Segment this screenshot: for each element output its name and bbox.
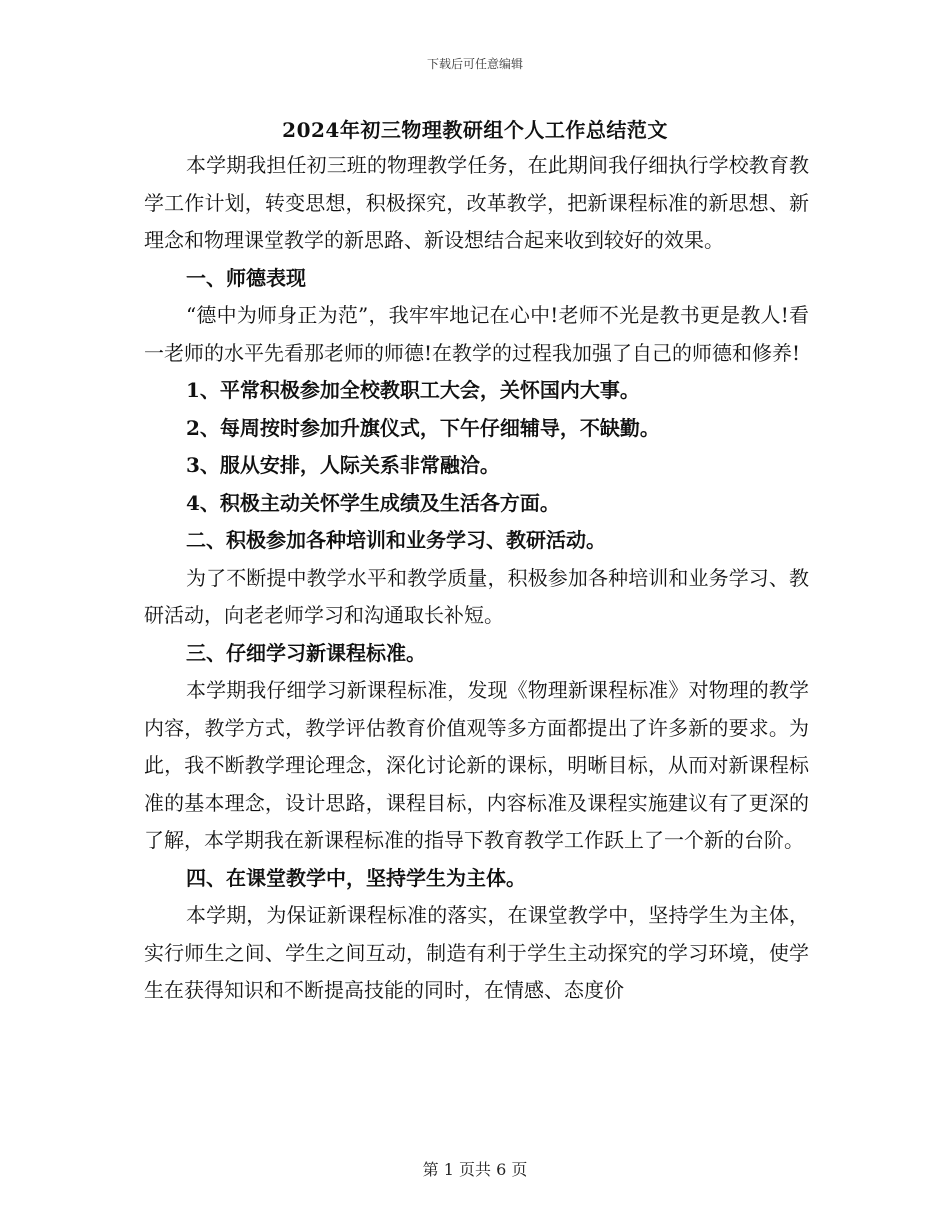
ethics-item-4: 4、积极主动关怀学生成绩及生活各方面。 xyxy=(186,490,560,515)
section-heading-training: 二、积极参加各种培训和业务学习、教研活动。 xyxy=(186,528,606,552)
training-paragraph: 为了不断提中教学水平和教学质量，积极参加各种培训和业务学习、教研活动，向老老师学习和沟通取长补短。 xyxy=(144,565,809,627)
classroom-paragraph: 本学期，为保证新课程标准的落实，在课堂教学中，坚持学生为主体，实行师生之间、学生之间互动，制造有利于学生主动探究的学习环境，使学生在获得知识和不断提高技能的同时，在情感、态度价 xyxy=(144,903,809,1002)
section-heading-ethics: 一、师德表现 xyxy=(186,265,306,290)
ethics-item-1: 1、平常积极参加全校教职工大会，关怀国内大事。 xyxy=(186,378,640,402)
ethics-item-3: 3、服从安排，人际关系非常融洽。 xyxy=(186,453,500,477)
page-header-note: 下载后可任意编辑 xyxy=(426,57,523,71)
section-heading-classroom: 四、在课堂教学中，坚持学生为主体。 xyxy=(186,865,526,890)
page-number: 第 1 页共 6 页 xyxy=(422,1160,528,1179)
document-body xyxy=(144,147,809,1010)
intro-paragraph: 本学期我担任初三班的物理教学任务，在此期间我仔细执行学校教育教学工作计划，转变思想，积极探究，改革教学，把新课程标准的新思想、新理念和物理课堂教学的新思路、新设想结合起来收到较好的效果。 xyxy=(144,153,809,252)
curriculum-paragraph: 本学期我仔细学习新课程标准，发现《物理新课程标准》对物理的教学内容，教学方式，教学评估教育价值观等多方面都提出了许多新的要求。为此，我不断教学理论理念，深化讨论新的课标，明晰目标，从而对新课程标准的基本理念，设计思路，课程目标，内容标准及课程实施建议有了更深的了解，本学期我在新课程标准的指导下教育教学工作跃上了一个新的台阶。 xyxy=(144,678,809,852)
ethics-item-2: 2、每周按时参加升旗仪式，下午仔细辅导，不缺勤。 xyxy=(186,415,660,440)
ethics-paragraph: “德中为师身正为范”，我牢牢地记在心中!老师不光是教书更是教人!看一老师的水平先看那老师的师德!在教学的过程我加强了自己的师德和修养! xyxy=(144,303,809,365)
section-heading-curriculum: 三、仔细学习新课程标准。 xyxy=(186,640,426,665)
document-title: 2024年初三物理教研组个人工作总结范文 xyxy=(282,118,668,142)
